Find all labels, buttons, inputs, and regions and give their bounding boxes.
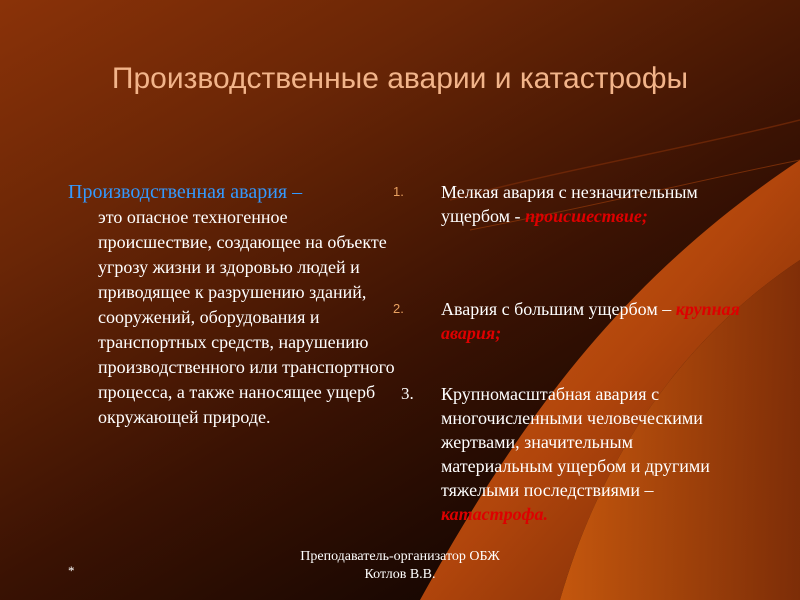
list-item-text: Крупномасштабная авария с многочисленными человеческими жертвами, значительным материальным ущербом и другими тяжелыми последствиями – bbox=[441, 384, 710, 500]
list-item-highlight: крупная авария; bbox=[441, 299, 740, 343]
list-item-text: Авария с большим ущербом – bbox=[441, 299, 672, 319]
list-item-highlight: происшествие; bbox=[525, 206, 648, 226]
list-item-number: 1. bbox=[393, 184, 404, 199]
list-item bbox=[385, 180, 745, 228]
footer-author bbox=[250, 548, 550, 584]
definition-term: Производственная авария – bbox=[68, 181, 303, 203]
footer-author-name: Котлов В.В. bbox=[364, 567, 436, 582]
definition-text: это опасное техногенное происшествие, создающее на объекте угрозу жизни и здоровью людей и приводящее к разрушению зданий, сооружений, оборудования и транспортных средств, нарушению производственного или транспортного процесса, а также наносящее ущерб окружающей природе. bbox=[98, 207, 395, 427]
list-item-highlight: катастрофа. bbox=[441, 504, 549, 524]
definition-block bbox=[68, 180, 398, 430]
list-item-number: 2. bbox=[393, 301, 404, 316]
list-item bbox=[385, 297, 745, 345]
list-item bbox=[385, 382, 745, 526]
list-item-number: 3. bbox=[401, 384, 414, 403]
footer-asterisk: * bbox=[68, 563, 75, 578]
slide-title: Производственные аварии и катастрофы bbox=[111, 62, 689, 95]
footer-author-role: Преподаватель-организатор ОБЖ bbox=[300, 549, 500, 564]
list-item-text: Мелкая авария с незначительным ущербом - bbox=[441, 182, 698, 226]
